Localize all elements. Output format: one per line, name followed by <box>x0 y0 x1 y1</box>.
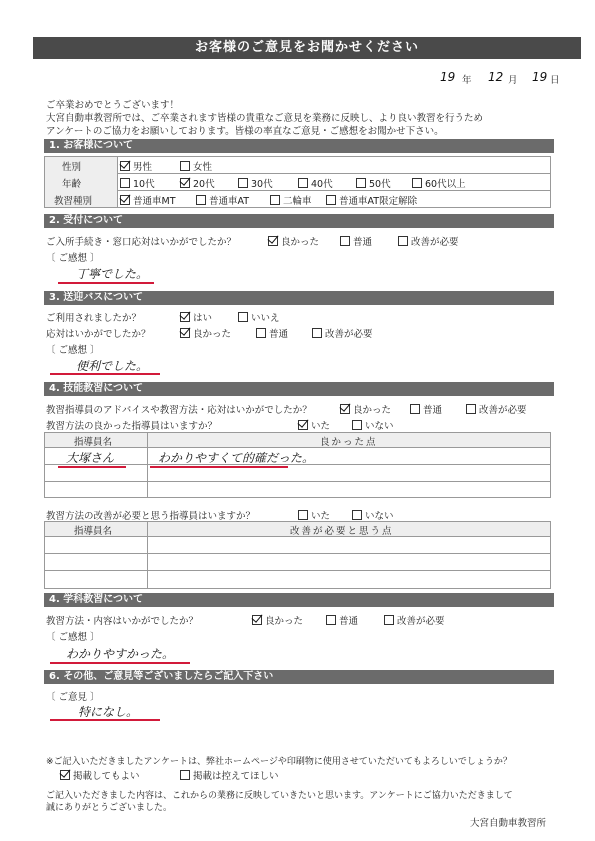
gender-female[interactable]: 女性 <box>180 159 212 173</box>
underline <box>50 662 190 664</box>
age-50s[interactable]: 50代 <box>356 176 391 190</box>
checkbox-icon <box>412 178 422 188</box>
section-3-heading: 3. 送迎バスについて <box>44 291 554 305</box>
improve-instructor-yes[interactable]: いた <box>298 508 330 522</box>
checkbox-icon <box>298 510 308 520</box>
underline <box>150 466 288 468</box>
publish-ok[interactable]: 掲載してもよい <box>60 768 140 782</box>
bus-service-question: 応対はいかがでしたか？ <box>46 329 151 340</box>
underline <box>58 466 126 468</box>
checkbox-icon <box>60 770 70 780</box>
good-instructor-point[interactable]: わかりやすくて的確だった。 <box>158 451 315 465</box>
checkbox-icon <box>180 312 190 322</box>
course-motorcycle[interactable]: 二輪車 <box>270 193 312 207</box>
improve-col-point-header: 改善が必要と思う点 <box>290 526 394 537</box>
classroom-good[interactable]: 良かった <box>252 613 303 627</box>
good-instructor-question: 教習方法の良かった指導員はいますか？ <box>46 421 218 432</box>
checkbox-icon <box>298 420 308 430</box>
checkbox-icon <box>398 236 408 246</box>
date-month: 12 <box>488 70 504 84</box>
form-title: お客様のご意見をお聞かせください <box>33 37 581 59</box>
checkbox-icon <box>312 328 322 338</box>
checkbox-icon <box>238 312 248 322</box>
intro-line-3: アンケートのご協力をお願いしております。皆様の率直なご意見・ご感想をお聞かせ下さい。 <box>46 126 444 137</box>
checkbox-icon <box>180 770 190 780</box>
classroom-question: 教習方法・内容はいかがでしたか？ <box>46 616 199 627</box>
checkbox-icon <box>120 195 130 205</box>
section-4-heading: 4. 技能教習について <box>44 382 554 396</box>
checkbox-icon <box>326 615 336 625</box>
section-2-heading: 2. 受付について <box>44 214 554 228</box>
age-label: 年齢 <box>62 179 82 190</box>
instructor-advice-question: 教習指導員のアドバイスや教習方法・応対はいかがでしたか？ <box>46 405 312 416</box>
reception-good[interactable]: 良かった <box>268 234 319 248</box>
thanks-line-1: ご記入いただきました内容は、これからの業務に反映していきたいと思います。アンケートにご協力いただきまして <box>46 791 513 801</box>
instructor-advice-good[interactable]: 良かった <box>340 402 391 416</box>
checkbox-icon <box>352 420 362 430</box>
good-col-point-header: 良かった点 <box>320 437 378 448</box>
good-col-name-header: 指導員名 <box>74 437 113 448</box>
age-40s[interactable]: 40代 <box>298 176 333 190</box>
improve-instructor-question: 教習方法の改善が必要と思う指導員はいますか？ <box>46 511 256 522</box>
intro-line-1: ご卒業おめでとうございます！ <box>46 100 180 111</box>
underline <box>50 719 160 721</box>
organization-name: 大宮自動車教習所 <box>470 818 547 829</box>
other-comment-label: 〔 ご意見 〕 <box>46 692 100 703</box>
date-year-label: 年 <box>462 75 472 86</box>
checkbox-icon <box>384 615 394 625</box>
date-month-label: 月 <box>508 75 518 86</box>
good-instructor-name[interactable]: 大塚さん <box>66 451 115 465</box>
bus-service-improve[interactable]: 改善が必要 <box>312 326 373 340</box>
reception-comment[interactable]: 丁寧でした。 <box>76 267 149 281</box>
underline <box>50 373 160 375</box>
course-label: 教習種別 <box>54 196 93 207</box>
checkbox-icon <box>238 178 248 188</box>
checkbox-icon <box>268 236 278 246</box>
bus-comment[interactable]: 便利でした。 <box>76 359 149 373</box>
reception-normal[interactable]: 普通 <box>340 234 372 248</box>
bus-use-no[interactable]: いいえ <box>238 310 280 324</box>
intro-line-2: 大宮自動車教習所では、ご卒業されます皆様の貴重なご意見を業務に反映し、より良い教習を行うため <box>46 113 484 124</box>
checkbox-icon <box>180 178 190 188</box>
gender-male[interactable]: 男性 <box>120 159 152 173</box>
course-mt[interactable]: 普通車MT <box>120 193 176 207</box>
publish-question: ※ご記入いただきましたアンケートは、弊社ホームページや印刷物に使用させていただいてもよろしいでしょうか？ <box>46 757 512 767</box>
section-5-heading: 4. 学科教習について <box>44 593 554 607</box>
age-30s[interactable]: 30代 <box>238 176 273 190</box>
instructor-advice-improve[interactable]: 改善が必要 <box>466 402 527 416</box>
good-instructor-no[interactable]: いない <box>352 418 394 432</box>
classroom-normal[interactable]: 普通 <box>326 613 358 627</box>
date-day: 19 <box>532 70 548 84</box>
date-year: 19 <box>440 70 456 84</box>
checkbox-icon <box>410 404 420 414</box>
thanks-line-2: 誠にありがとうございました。 <box>46 803 173 813</box>
checkbox-icon <box>120 178 130 188</box>
date-day-label: 日 <box>550 75 560 86</box>
improve-col-name-header: 指導員名 <box>74 526 113 537</box>
underline <box>58 282 154 284</box>
course-at-removal[interactable]: 普通車AT限定解除 <box>326 193 417 207</box>
reception-comment-label: 〔 ご感想 〕 <box>46 253 100 264</box>
course-at[interactable]: 普通車AT <box>196 193 249 207</box>
checkbox-icon <box>270 195 280 205</box>
checkbox-icon <box>196 195 206 205</box>
instructor-advice-normal[interactable]: 普通 <box>410 402 442 416</box>
improve-instructor-no[interactable]: いない <box>352 508 394 522</box>
bus-comment-label: 〔 ご感想 〕 <box>46 345 100 356</box>
bus-use-question: ご利用されましたか？ <box>46 313 142 324</box>
checkbox-icon <box>252 615 262 625</box>
reception-improve[interactable]: 改善が必要 <box>398 234 459 248</box>
checkbox-icon <box>256 328 266 338</box>
bus-service-normal[interactable]: 普通 <box>256 326 288 340</box>
other-comment[interactable]: 特になし。 <box>78 705 139 719</box>
bus-use-yes[interactable]: はい <box>180 310 212 324</box>
gender-label: 性別 <box>62 162 82 173</box>
reception-question: ご入所手続き・窓口応対はいかがでしたか？ <box>46 237 237 248</box>
good-instructor-yes[interactable]: いた <box>298 418 330 432</box>
checkbox-icon <box>340 236 350 246</box>
bus-service-good[interactable]: 良かった <box>180 326 231 340</box>
classroom-comment-label: 〔 ご感想 〕 <box>46 632 100 643</box>
checkbox-icon <box>180 328 190 338</box>
checkbox-icon <box>352 510 362 520</box>
checkbox-icon <box>180 161 190 171</box>
checkbox-icon <box>340 404 350 414</box>
age-10s[interactable]: 10代 <box>120 176 155 190</box>
checkbox-icon <box>120 161 130 171</box>
classroom-comment[interactable]: わかりやすかった。 <box>66 647 175 661</box>
checkbox-icon <box>326 195 336 205</box>
classroom-improve[interactable]: 改善が必要 <box>384 613 445 627</box>
section-6-heading: 6. その他、ご意見等ございましたらご記入下さい <box>44 670 554 684</box>
checkbox-icon <box>356 178 366 188</box>
checkbox-icon <box>298 178 308 188</box>
section-1-heading: 1. お客様について <box>44 139 554 153</box>
age-60s-plus[interactable]: 60代以上 <box>412 176 466 190</box>
publish-decline[interactable]: 掲載は控えてほしい <box>180 768 279 782</box>
age-20s[interactable]: 20代 <box>180 176 215 190</box>
checkbox-icon <box>466 404 476 414</box>
